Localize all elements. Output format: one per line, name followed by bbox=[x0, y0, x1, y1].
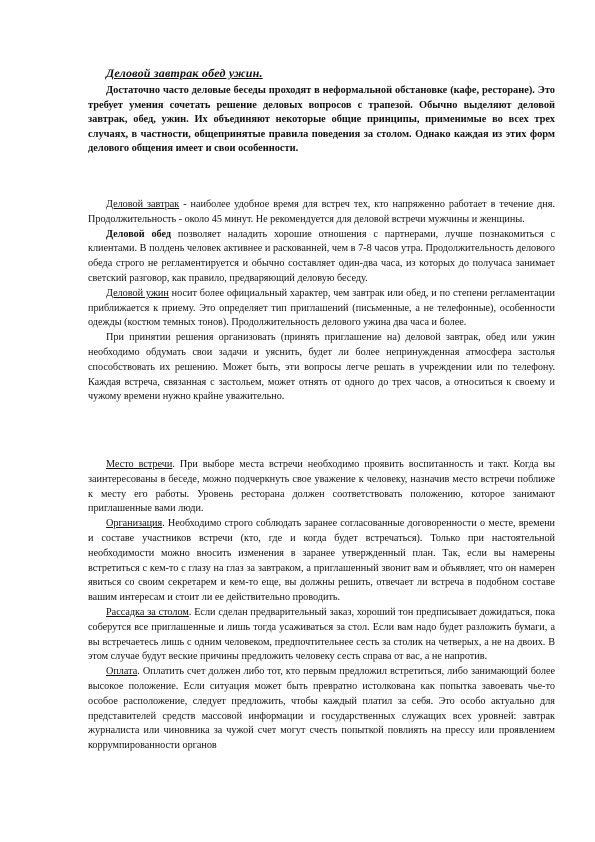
payment-paragraph bbox=[88, 665, 555, 754]
document-title: Деловой завтрак обед ужин. bbox=[106, 66, 263, 80]
seating-text: . Если сделан предварительный заказ, хороший тон предписывает дожидаться, пока соберутся все приглашенные и лишь тогда усаживаться за стол. Если вам надо будет разложить бумаги, а вы встречаетесь лишь с одним человеком, предпочтительнее сесть за столик на четверых, а не на двоих. В этом случае будут веские причины предложить человеку сесть справа от вас, а не напротив. bbox=[88, 606, 556, 663]
breakfast-paragraph bbox=[88, 198, 555, 228]
decision-paragraph: При принятии решения организовать (принять приглашение на) деловой завтрак, обед или ужин необходимо обдумать свои задачи и уяснить, будет ли более непринужденная атмосфера застолья способствовать их решению. Может быть, эти вопросы легче решать в учреждении или по телефону. Каждая встреча, связанная с застольем, может отнять от одного до трех часов, а относиться к своему и чужому времени нужно крайне уважительно. bbox=[88, 332, 555, 403]
lunch-text: позволяет наладить хорошие отношения с партнерами, лучше познакомиться с клиентами. В полдень человек активнее и раскованней, чем в 7-8 часов утра. Продолжительность делового обеда строго не регламентируется и обычно составляет один-два часа, из которых до получаса занимает светский разговор, как правило, предваряющий деловую беседу. bbox=[88, 228, 555, 284]
intro-paragraph: Достаточно часто деловые беседы проходят в неформальной обстановке (кафе, ресторане). Это требует умения сочетать решение деловых вопросов с трапезой. Обычно выделяют деловой завтрак, обед, ужин. Их объединяют некоторые общие принципы, применимые во всех трех случаях, в частности, общепринятые правила поведения за столом. Однако каждая из этих форм делового общения имеет и свои особенности. bbox=[88, 85, 555, 155]
breakfast-term: Деловой завтрак bbox=[106, 199, 180, 210]
place-paragraph bbox=[88, 458, 555, 517]
dinner-paragraph bbox=[88, 287, 555, 331]
payment-text: . Оплатить счет должен либо тот, кто первым предложил встретиться, либо занимающий более высокое положение. Если ситуация может быть превратно истолкована как попытка завоевать чье-то особое расположение, следует предложить, чтобы каждый платил за себя. Это особо актуально для представителей средств массовой информации и государственных служащих всех уровней: завтрак журналиста или чиновника за чужой счет могут счесть попыткой повлиять на прессу или проявлением коррумпированности органов bbox=[88, 666, 555, 752]
payment-term: Оплата bbox=[106, 666, 138, 678]
seating-paragraph bbox=[88, 606, 555, 665]
breakfast-text: - наиболее удобное время для встреч тех, кто напряженно работает в течение дня. Продолжительность - около 45 минут. Не рекомендуется для деловой встречи мужчины и женщины. bbox=[88, 199, 555, 225]
organization-paragraph bbox=[88, 517, 555, 606]
lunch-term: Деловой обед bbox=[106, 228, 172, 240]
organization-term: Организация bbox=[106, 518, 163, 530]
seating-term: Рассадка за столом bbox=[106, 606, 189, 618]
place-text: . При выборе места встречи необходимо проявить воспитанность и такт. Когда вы заинтересованы в беседе, можно подчеркнуть свое уважение к человеку, назначив место встречи поближе к месту его работы. Уровень ресторана должен соответствовать положению, которое занимают приглашенные вами люди. bbox=[88, 459, 555, 515]
lunch-paragraph bbox=[88, 228, 555, 287]
meal-types-section bbox=[88, 198, 555, 405]
dinner-term: Деловой ужин bbox=[106, 287, 169, 299]
rules-section bbox=[88, 458, 555, 754]
dinner-text: носит более официальный характер, чем завтрак или обед, и по степени регламентации приближается к приему. Это определяет тип приглашений (письменные, а не телефонные), особенности одежды (костюм темных тонов). Продолжительность делового ужина два часа и более. bbox=[88, 287, 555, 329]
place-term: Место встречи bbox=[106, 459, 173, 470]
organization-text: . Необходимо строго соблюдать заранее согласованные договоренности о месте, времени и составе участников встречи (кто, где и когда будет встречаться). Только при настоятельной необходимости можно вносить изменения в заранее утвержденный план. Так, если вы намерены встретиться с кем-то с глазу на глаз за завтраком, а приглашенный звонит вам и объявляет, что он намерен явиться со своим секретарем и кем-то еще, вы должны решить, отвечает ли встреча в подобном составе вашим интересам и стоит ли ее действительно проводить. bbox=[88, 518, 555, 604]
